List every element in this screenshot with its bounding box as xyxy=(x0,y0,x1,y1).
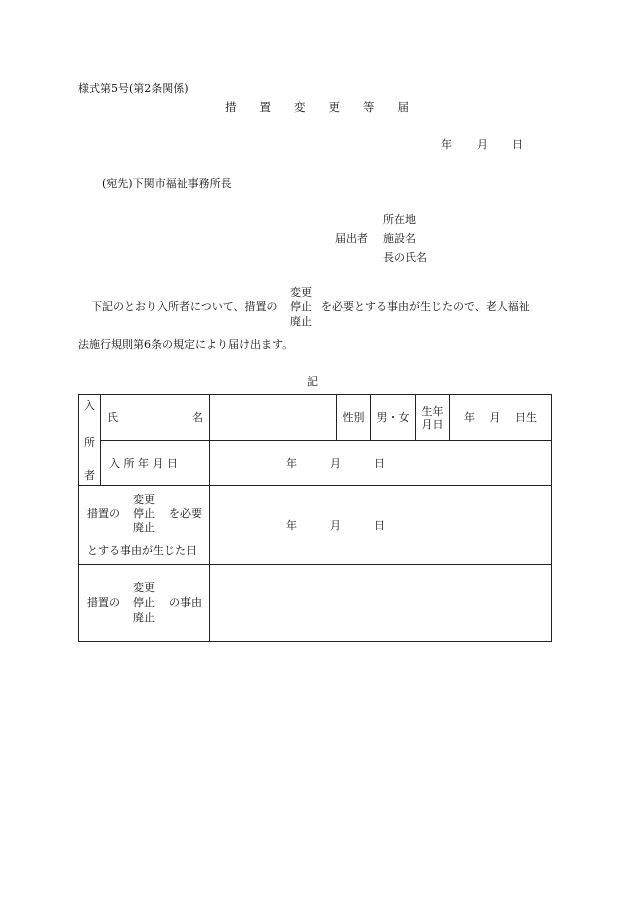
body-line1-before: 下記のとおり入所者について、措置の xyxy=(91,300,278,313)
admission-value[interactable]: 年 月 日 xyxy=(210,441,552,486)
measure-suffix: を必要 xyxy=(169,507,202,520)
record-heading: 記 xyxy=(307,375,318,388)
measure-date-label-cell xyxy=(79,486,210,565)
addressee: (宛先)下関市福祉事務所長 xyxy=(102,177,232,190)
birthdate-label-cell xyxy=(416,395,450,441)
applicant-label: 届出者 xyxy=(335,232,368,245)
resident-name-row xyxy=(79,395,552,441)
admission-label: 入 所 年 月 日 xyxy=(101,441,210,486)
body-line2: 法施行規則第6条の規定により届け出ます。 xyxy=(78,338,294,351)
resident-char-2: 所 xyxy=(84,436,95,449)
option-change: 変更 xyxy=(290,286,312,299)
measure-date-row xyxy=(79,486,552,565)
name-label-cell xyxy=(101,395,210,441)
reason-suffix: の事由 xyxy=(169,596,202,609)
gender-label: 性別 xyxy=(337,395,371,441)
date-month: 月 xyxy=(477,138,488,151)
measure-abolish: 廃止 xyxy=(133,521,155,534)
option-stop: 停止 xyxy=(290,300,312,313)
date-year: 年 xyxy=(441,138,452,151)
name-value-cell[interactable] xyxy=(210,395,337,441)
measure-stop: 停止 xyxy=(133,507,155,520)
resident-char-1: 入 xyxy=(84,399,95,412)
body-line1-after: を必要とする事由が生じたので、老人福祉 xyxy=(321,300,530,313)
name-label-1: 氏 xyxy=(107,411,118,424)
admission-row xyxy=(79,441,552,486)
reason-stop: 停止 xyxy=(133,596,155,609)
applicant-facility-label: 施設名 xyxy=(383,232,416,245)
reason-row xyxy=(79,565,552,642)
reason-prefix: 措置の xyxy=(87,596,120,609)
applicant-head-name-label: 長の氏名 xyxy=(383,251,427,264)
measure-reason-line: とする事由が生じた日 xyxy=(87,544,197,557)
form-number: 様式第5号(第2条関係) xyxy=(78,82,189,95)
gender-value[interactable]: 男・女 xyxy=(371,395,416,441)
reason-value[interactable] xyxy=(210,565,552,642)
reason-change: 変更 xyxy=(133,581,155,594)
reason-label-cell xyxy=(79,565,210,642)
date-day: 日 xyxy=(512,138,523,151)
document-title: 措 置 変 更 等 届 xyxy=(225,100,409,114)
option-abolish: 廃止 xyxy=(290,315,312,328)
reason-abolish: 廃止 xyxy=(133,611,155,624)
resident-char-3: 者 xyxy=(84,469,95,482)
record-table xyxy=(78,394,552,642)
resident-label-cell xyxy=(79,395,101,486)
birthdate-label-1: 生年 xyxy=(421,404,444,418)
measure-prefix: 措置の xyxy=(87,507,120,520)
birthdate-value[interactable]: 年 月 日生 xyxy=(450,395,552,441)
birthdate-label-2: 月日 xyxy=(421,417,444,431)
name-label-2: 名 xyxy=(192,411,203,424)
measure-change: 変更 xyxy=(133,493,155,506)
applicant-address-label: 所在地 xyxy=(383,213,416,226)
measure-date-value[interactable]: 年 月 日 xyxy=(210,486,552,565)
